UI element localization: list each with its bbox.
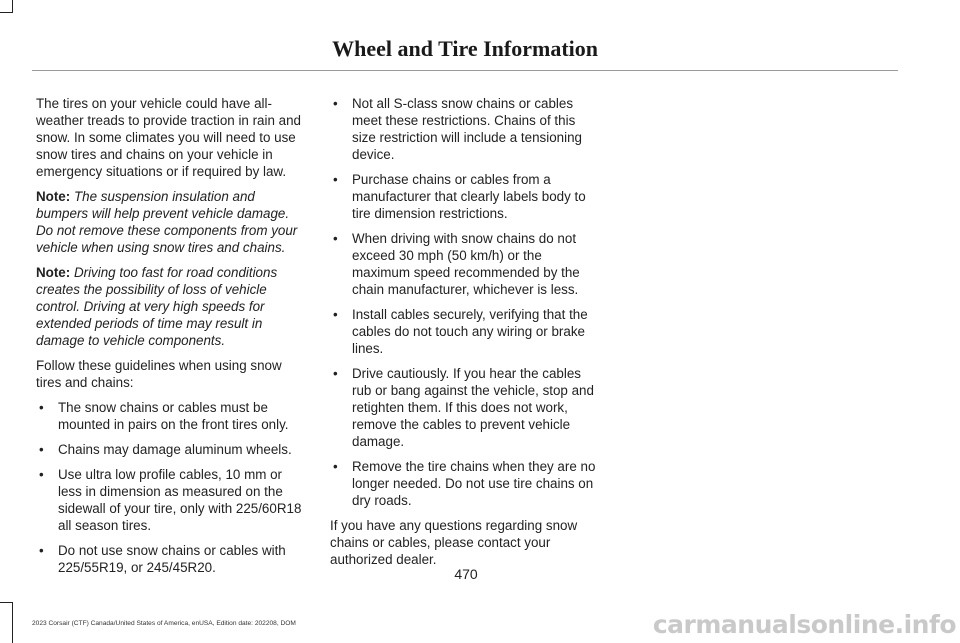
crop-mark-bottom-left-v bbox=[12, 602, 13, 643]
watermark: carmanualsonline.info bbox=[652, 610, 956, 639]
edition-footer: 2023 Corsair (CTF) Canada/United States of America, enUSA, Edition date: 202208, DOM bbox=[32, 620, 296, 627]
guidelines-intro: Follow these guidelines when using snow tires and chains: bbox=[36, 358, 282, 390]
note-label: Note: bbox=[36, 189, 71, 204]
note-text: Driving too fast for road conditions creates the possibility of loss of vehicle control. Driving at very high speeds for extended periods of time may result in damage to vehicle components. bbox=[36, 265, 278, 348]
closing-paragraph: If you have any questions regarding snow chains or cables, please contact your authorized dealer. bbox=[330, 518, 578, 567]
right-column bbox=[330, 95, 602, 576]
left-column bbox=[36, 95, 306, 584]
list-item: • Use ultra low profile cables, 10 mm or less in dimension as measured on the sidewall of your tire, only with 225/60R18 all season tires. bbox=[36, 466, 306, 534]
list-item: • Chains may damage aluminum wheels. bbox=[36, 441, 306, 458]
note-suspension bbox=[36, 188, 306, 256]
list-item: • Install cables securely, verifying that the cables do not touch any wiring or brake lines. bbox=[330, 306, 602, 357]
list-item: • Drive cautiously. If you hear the cables rub or bang against the vehicle, stop and retighten them. If this does not work, remove the cables to prevent vehicle damage. bbox=[330, 365, 602, 450]
page-title: Wheel and Tire Information bbox=[332, 36, 598, 61]
list-item: • Do not use snow chains or cables with 225/55R19, or 245/45R20. bbox=[36, 542, 306, 576]
header-divider bbox=[32, 70, 898, 71]
guidelines-list-left bbox=[36, 399, 306, 576]
list-item: • Not all S-class snow chains or cables meet these restrictions. Chains of this size restriction will include a tensioning device. bbox=[330, 95, 602, 163]
crop-mark-bottom-left-h bbox=[0, 602, 13, 603]
list-item: • Purchase chains or cables from a manufacturer that clearly labels body to tire dimension restrictions. bbox=[330, 171, 602, 222]
page-number: 470 bbox=[454, 566, 478, 582]
note-speed bbox=[36, 264, 306, 349]
list-item: • The snow chains or cables must be mounted in pairs on the front tires only. bbox=[36, 399, 306, 433]
intro-paragraph: The tires on your vehicle could have all-weather treads to provide traction in rain and snow. In some climates you will need to use snow tires and chains on your vehicle in emergency situations or if required by law. bbox=[36, 96, 301, 179]
crop-mark-top-left-h bbox=[0, 12, 13, 13]
list-item: • When driving with snow chains do not exceed 30 mph (50 km/h) or the maximum speed recommended by the chain manufacturer, whichever is less. bbox=[330, 230, 602, 298]
guidelines-list-right bbox=[330, 95, 602, 509]
note-text: The suspension insulation and bumpers will help prevent vehicle damage. Do not remove these components from your vehicle when using snow tires and chains. bbox=[36, 189, 298, 255]
note-label: Note: bbox=[36, 265, 71, 280]
list-item: • Remove the tire chains when they are no longer needed. Do not use tire chains on dry roads. bbox=[330, 458, 602, 509]
